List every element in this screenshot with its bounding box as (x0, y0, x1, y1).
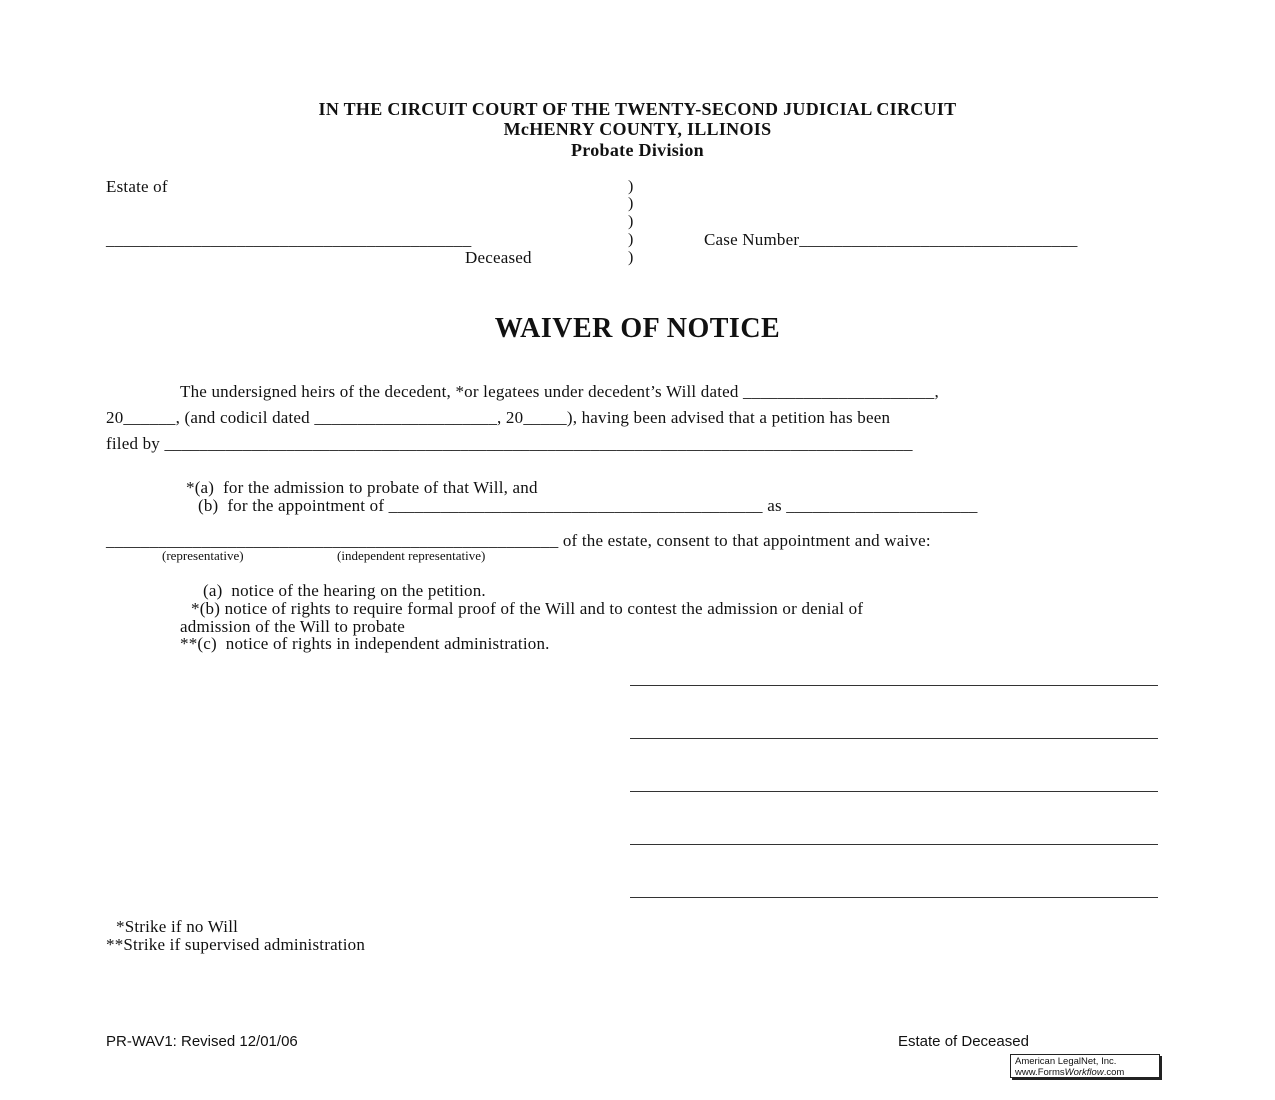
publisher-name: American LegalNet, Inc. (1015, 1056, 1117, 1067)
signature-line (630, 685, 1158, 686)
form-footer-title: Estate of Deceased (898, 1033, 1029, 1050)
note-strike-no-will: *Strike if no Will (116, 917, 239, 936)
signature-line (630, 897, 1158, 898)
representative-label: (representative) (162, 548, 244, 563)
publisher-url-part: www.Forms (1015, 1067, 1065, 1078)
waive-item-b-continued: admission of the Will to probate (180, 617, 405, 636)
representative-line: ____________________________________________________ of the estate, consent to that appointment and waive: (106, 531, 931, 550)
body-line-3: filed by ______________________________________________________________________________________ (106, 434, 913, 453)
body-line-2: 20______, (and codicil dated _____________________, 20_____), having been advised that a petition has been (106, 408, 891, 427)
note-strike-supervised: **Strike if supervised administration (106, 935, 366, 954)
caption-paren: ) (628, 178, 634, 195)
petition-item-a: *(a) for the admission to probate of that Will, and (186, 478, 538, 497)
caption-paren: ) (628, 195, 634, 212)
independent-representative-label: (independent representative) (337, 548, 486, 563)
signature-line (630, 844, 1158, 845)
publisher-url-part: .com (1103, 1067, 1125, 1078)
division-name: Probate Division (571, 140, 704, 160)
body-line-1: The undersigned heirs of the decedent, *or legatees under decedent’s Will dated ______________________, (180, 382, 939, 401)
waive-item-a: (a) notice of the hearing on the petition. (203, 581, 486, 600)
caption-paren: ) (628, 231, 634, 248)
caption-paren: ) (628, 249, 634, 266)
form-id: PR-WAV1: Revised 12/01/06 (106, 1033, 298, 1050)
estate-of-label: Estate of (106, 177, 168, 196)
waive-item-b: *(b) notice of rights to require formal proof of the Will and to contest the admission or denial of (191, 599, 864, 618)
case-number-field: Case Number________________________________ (704, 230, 1078, 249)
publisher-url (1015, 1067, 1155, 1078)
deceased-label: Deceased (465, 248, 532, 267)
waive-item-c: **(c) notice of rights in independent administration. (180, 634, 550, 653)
caption-paren: ) (628, 213, 634, 230)
document-title: WAIVER OF NOTICE (494, 313, 781, 344)
signature-line (630, 791, 1158, 792)
publisher-url-part: Workflow (1064, 1067, 1104, 1078)
signature-line (630, 738, 1158, 739)
decedent-name-line: __________________________________________ (106, 230, 472, 249)
petition-item-b: (b) for the appointment of ___________________________________________ as ______________________ (198, 496, 978, 515)
publisher-logo (1010, 1054, 1160, 1078)
county-name: McHENRY COUNTY, ILLINOIS (503, 119, 772, 139)
court-name: IN THE CIRCUIT COURT OF THE TWENTY-SECOND JUDICIAL CIRCUIT (318, 99, 957, 119)
